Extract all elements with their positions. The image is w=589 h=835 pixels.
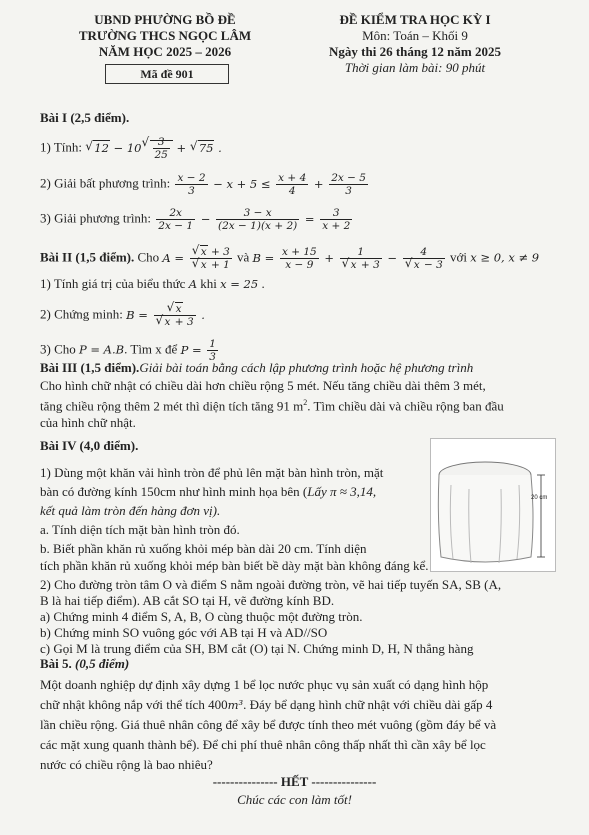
tablecloth-figure xyxy=(430,438,556,572)
bai2-q3: 3) Cho P = A.B. Tìm x để P = $\frac{1}{3}$ xyxy=(40,338,216,363)
exam-header xyxy=(300,12,530,76)
bai1-q1-expression: √ 12 − 10 √ $\frac{3}{25}$ + √ 75 . xyxy=(85,141,222,155)
school-year: NĂM HỌC 2025 – 2026 xyxy=(98,44,232,59)
bai1-q2: 2) Giải bất phương trình: $\frac{x - 2}{3}$ − x + 5 ≤ $\frac{x + 4}{4}$ + $\frac{2x - 5}{3}$ xyxy=(40,172,370,197)
bai4-title: Bài IV (4,0 điểm). xyxy=(40,438,139,453)
end-marker: --------------- HẾT --------------- xyxy=(212,774,377,789)
school-header xyxy=(60,12,270,60)
bai4-part1: 1) Dùng một khăn vải hình tròn để phủ lên mặt bàn hình tròn, mặt bàn có đường kính 150cm như hình minh họa bên (Lấy π ≈ 3,14, kết quả làm tròn đến hàng đơn vị). a. Tính diện tích mặt bàn hình tròn đó. b. Biết phần khăn rủ xuống khỏi mép bàn dài 20 cm. Tính diện xyxy=(40,465,384,556)
exam-date: Ngày thi 26 tháng 12 năm 2025 xyxy=(329,44,501,59)
bai2-q1: 1) Tính giá trị của biểu thức A khi x = 25 . xyxy=(40,276,265,291)
bai3-title-line: Bài III (1,5 điểm).Giải bài toán bằng cách lập phương trình hoặc hệ phương trình xyxy=(40,360,474,375)
bai5-body: Một doanh nghiệp dự định xây dựng 1 bể lọc nước phục vụ sản xuất có dạng hình hộp chữ nhật không nắp với thể tích 400m³. Đáy bể dạng hình chữ nhật với chiều dài gấp 4 lần chiều rộng. Giá thuê nhân công để xây bể được tính theo mét vuông (gồm đáy bể và các mặt xung quanh thành bể). Để chi phí thuê nhân công thấp nhất thì cần xây bể lọc nước có chiều rộng là bao nhiêu? xyxy=(40,677,497,772)
bai1-q3: 3) Giải phương trình: $\frac{2x}{2x - 1}$ − $\frac{3 - x}{(2x - 1)(x + 2)}$ = $\frac{3}{x + 2}$ xyxy=(40,207,354,232)
bai1-q1: 1) Tính: √ 12 − 10 √ $\frac{3}{25}$ + √ 75 . xyxy=(40,136,222,161)
bai2-q2: 2) Chứng minh: B = √ x √ x + 3 . xyxy=(40,303,205,328)
exam-code-box xyxy=(105,64,229,84)
exam-duration: Thời gian làm bài: 90 phút xyxy=(344,60,486,75)
bai3-body: Cho hình chữ nhật có chiều dài hơn chiều rộng 5 mét. Nếu tăng chiều dài thêm 3 mét, tăng chiều rộng thêm 2 mét thì diện tích tăng 91 $m^2$. Tìm chiều dài và chiều rộng ban đầu của hình chữ nhật. xyxy=(40,378,504,431)
exam-code: Mã đề 901 xyxy=(140,67,194,81)
school-name: TRƯỜNG THCS NGỌC LÂM xyxy=(78,28,252,43)
bai1-title: Bài I (2,5 điểm). xyxy=(40,110,130,125)
bai1-q3-expression: $\frac{2x}{2x - 1}$ − $\frac{3 - x}{(2x - 1)(x + 2)}$ = $\frac{3}{x + 2}$ xyxy=(158,207,351,232)
bai5-title: Bài 5. (0,5 điểm) xyxy=(40,656,130,671)
round-table-illustration xyxy=(431,439,555,571)
bai4-part1-b2: tích phần khăn rủ xuống khỏi mép bàn biết bề dày mặt bàn không đáng kể. xyxy=(40,558,429,573)
exam-subject: Môn: Toán – Khối 9 xyxy=(362,28,468,43)
bai1-q2-expression: $\frac{x - 2}{3}$ − x + 5 ≤ $\frac{x + 4}{4}$ + $\frac{2x - 5}{3}$ xyxy=(177,172,366,197)
bai2-statement: Bài II (1,5 điểm). Cho A = √ x + 3 √ x + 1 và B = $\frac{x + 15}{x - 9}$ + 1 √ x + 3 − 4 √ x − 3 với x ≥ 0, x ≠ 9 xyxy=(40,246,539,271)
closing-wish: Chúc các con làm tốt! xyxy=(237,792,352,807)
district-name: UBND PHƯỜNG BỒ ĐỀ xyxy=(94,12,236,27)
bai4-part2: 2) Cho đường tròn tâm O và điểm S nằm ngoài đường tròn, vẽ hai tiếp tuyến SA, SB (A, B là hai tiếp điểm). AB cắt SO tại H, vẽ đường kính BD. a) Chứng minh 4 điểm S, A, B, O cùng thuộc một đường tròn. b) Chứng minh SO vuông góc với AB tại H và AD//SO c) Gọi M là trung điểm của SH, BM cắt (O) tại N. Chứng minh D, H, N thẳng hàng xyxy=(40,577,502,656)
figure-drop-label: 20 cm xyxy=(531,495,548,501)
exam-title: ĐỀ KIỂM TRA HỌC KỲ I xyxy=(339,12,491,27)
